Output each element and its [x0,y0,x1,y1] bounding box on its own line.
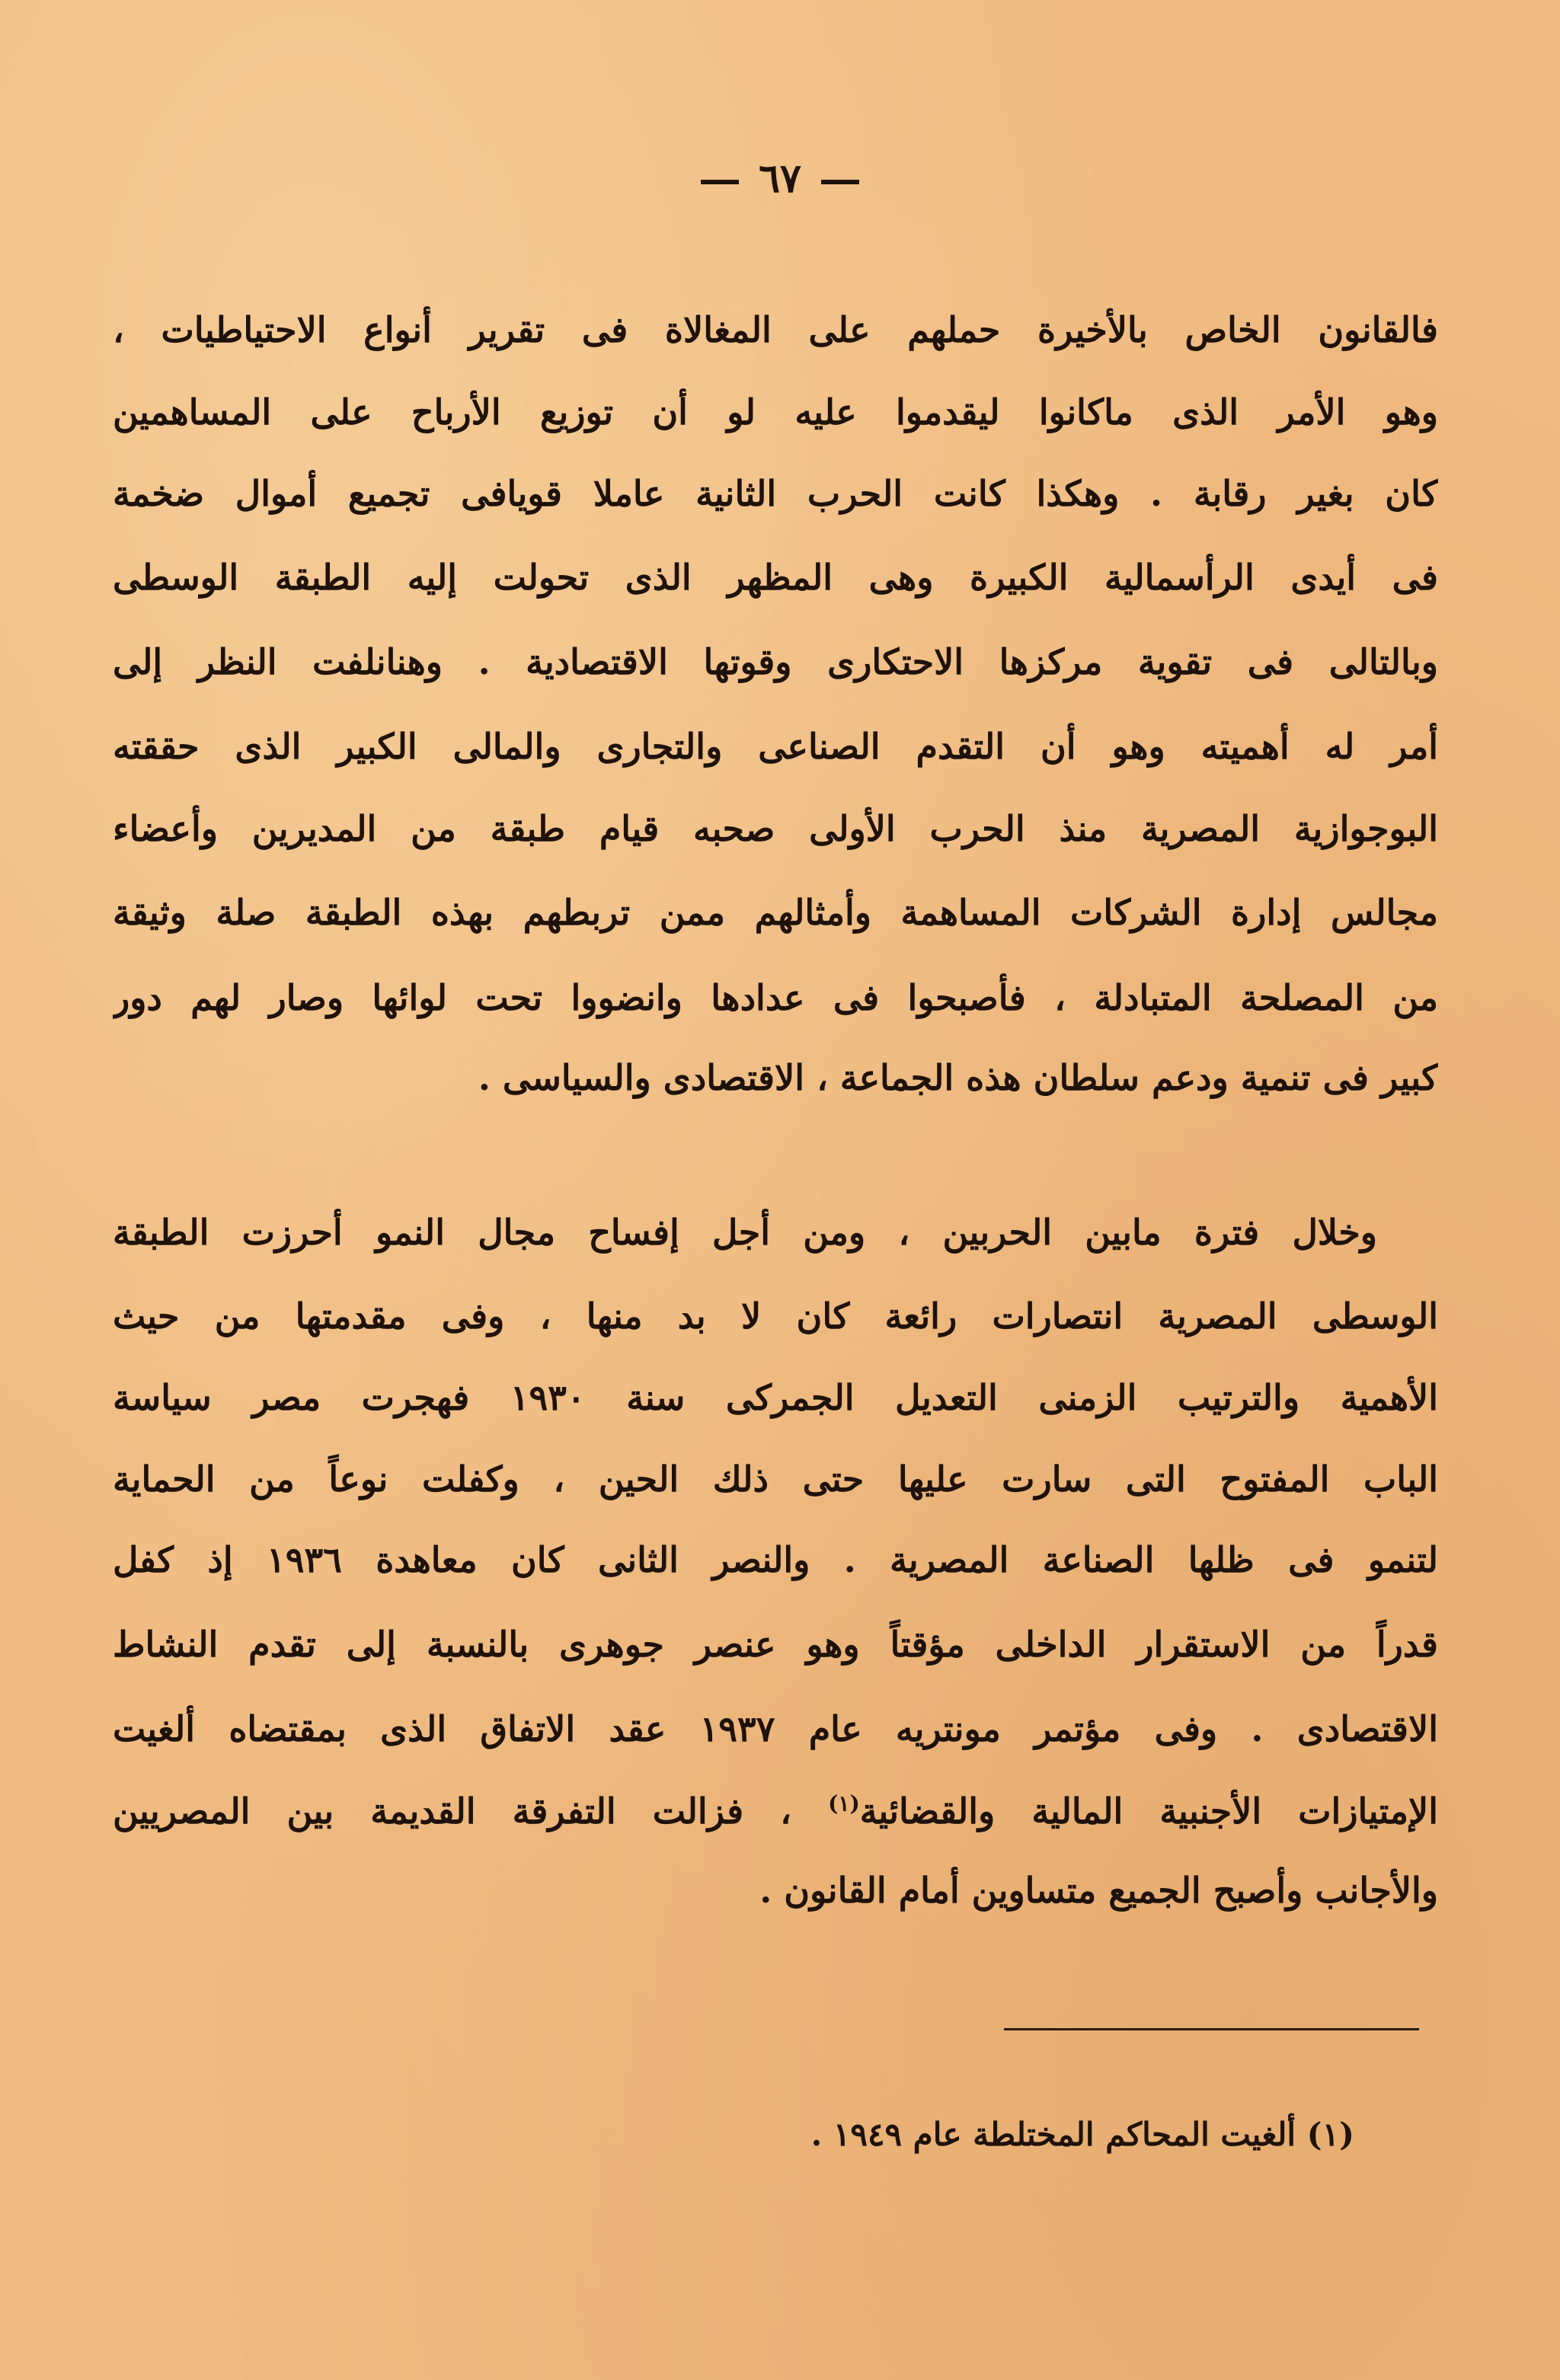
text-segment: الإمتيازات الأجنبية المالية والقضائية [859,1791,1438,1832]
text-line: كبير فى تنمية ودعم سلطان هذه الجماعة ، الاقتصادى والسياسى . [478,1057,1438,1098]
text-line: قدراً من الاستقرار الداخلى مؤقتاً وهو عنصر جوهرى بالنسبة إلى تقدم النشاط [113,1624,1438,1665]
text-segment: ، فزالت التفرقة القديمة بين المصريين [113,1791,792,1832]
text-line: كان بغير رقابة . وهكذا كانت الحرب الثانية عاملا قويافى تجميع أموال ضخمة [113,473,1438,514]
footnote-divider [1004,2028,1419,2030]
page-number: ٦٧ [759,155,801,202]
footnote: (١) ألغيت المحاكم المختلطة عام ١٩٤٩ . [810,2116,1354,2153]
text-line: فى أيدى الرأسمالية الكبيرة وهى المظهر الذى تحولت إليه الطبقة الوسطى [113,557,1438,598]
text-line [113,1777,1438,1845]
text-line: والأجانب وأصبح الجميع متساوين أمام القانون . [759,1870,1438,1911]
text-line: الوسطى المصرية انتصارات رائعة كان لا بد منها ، وفى مقدمتها من حيث [113,1295,1438,1337]
text-line: البوجوازية المصرية منذ الحرب الأولى صحبه قيام طبقة من المديرين وأعضاء [113,808,1438,849]
page-number-header [0,149,1560,209]
text-line: وخلال فترة مابين الحربين ، ومن أجل إفساح مجال النمو أحرزت الطبقة [113,1212,1377,1253]
text-line: من المصلحة المتبادلة ، فأصبحوا فى عدادها وانضووا تحت لوائها وصار لهم دور [113,977,1438,1018]
right-dash [821,180,859,184]
text-line: وهو الأمر الذى ماكانوا ليقدموا عليه لو أن توزيع الأرباح على المساهمين [113,391,1438,433]
text-line: مجالس إدارة الشركات المساهمة وأمثالهم ممن تربطهم بهذه الطبقة صلة وثيقة [113,892,1438,933]
text-line: لتنمو فى ظلها الصناعة المصرية . والنصر الثانى كان معاهدة ١٩٣٦ إذ كفل [113,1539,1438,1580]
text-line: وبالتالى فى تقوية مركزها الاحتكارى وقوتها الاقتصادية . وهنانلفت النظر إلى [113,641,1438,682]
left-dash [701,180,739,184]
text-line: الأهمية والترتيب الزمنى التعديل الجمركى سنة ١٩٣٠ فهجرت مصر سياسة [113,1377,1438,1418]
text-line: الاقتصادى . وفى مؤتمر مونتريه عام ١٩٣٧ عقد الاتفاق الذى بمقتضاه ألغيت [113,1708,1438,1749]
text-line: الباب المفتوح التى سارت عليها حتى ذلك الحين ، وكفلت نوعاً من الحماية [113,1458,1438,1500]
text-line: أمر له أهميته وهو أن التقدم الصناعى والتجارى والمالى الكبير الذى حققته [113,726,1438,767]
text-line: فالقانون الخاص بالأخيرة حملهم على المغالاة فى تقرير أنواع الاحتياطيات ، [113,309,1438,350]
footnote-reference: (١) [828,1791,860,1816]
